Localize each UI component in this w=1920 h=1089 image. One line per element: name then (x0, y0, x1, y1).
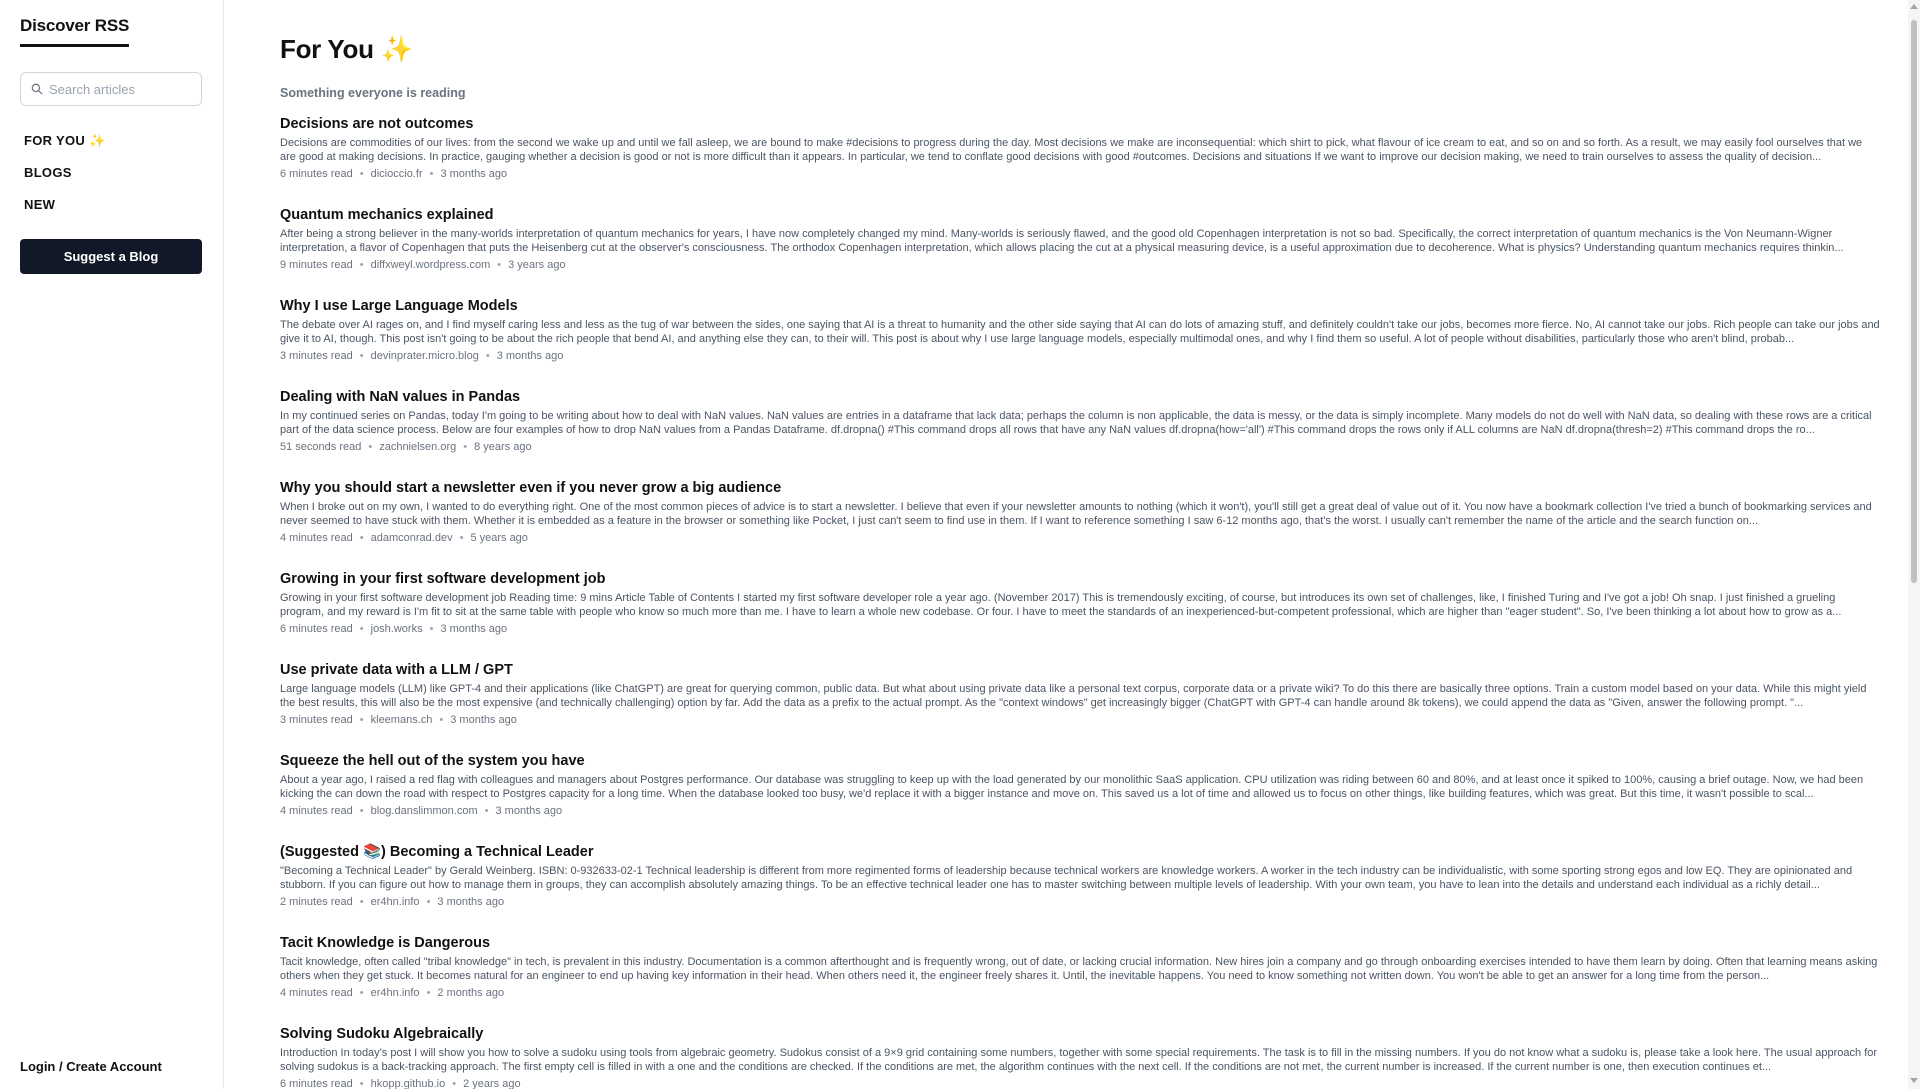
article-item (280, 752, 1880, 843)
article-excerpt: Growing in your first software development job Reading time: 9 mins Article Table of Contents I started my first software developer role a year ago. (November 2017) This is tremendously exciting, of course, but introduces its own set of challenges, like, I finished Turing and I've got a job! Oh snap. I just finished a grueling program, and my reward is I'm fit to sit at the same table with people who know so much more than me. I have to learn a whole new codebase. Or four. I have to meet the standards of an inexperienced-but-competent professional, which are higher than "eager student". So, I've been thinking a lot about how to grow as a... (280, 592, 1842, 618)
article-age: 3 months ago (440, 168, 508, 180)
article-source-link[interactable]: adamconrad.dev (370, 532, 453, 544)
article-source-link[interactable]: devinprater.micro.blog (370, 350, 479, 362)
article-age: 3 years ago (508, 259, 566, 271)
article-age: 5 years ago (470, 532, 528, 544)
sidebar (0, 0, 224, 1089)
article-age: 3 months ago (437, 896, 505, 908)
meta-separator: • (426, 987, 431, 999)
article-item (280, 479, 1880, 570)
search-input[interactable] (49, 82, 199, 97)
sidebar-nav (24, 132, 106, 228)
article-meta (280, 804, 1880, 818)
article-meta (280, 713, 1880, 727)
article-source-link[interactable]: josh.works (370, 623, 423, 635)
article-excerpt: Large language models (LLM) like GPT-4 and their applications (like ChatGPT) are great for querying common, public data. But what about using private data like a personal text corpus, corporate data or a private wiki? To do this there are basically three options. Train a custom model based on your data. While this might yield the best results, this will also be the most expensive (and technically challenging) option by far. Add the data as a prefix to the actual prompt. As the "context windows" get increasingly bigger (ChatGPT with GPT-4 can handle around 8k tokens), we could append the data as "Given, answer the following prompt. "... (280, 683, 1867, 709)
article-meta (280, 349, 1880, 363)
article-meta (280, 258, 1880, 272)
meta-separator: • (429, 168, 434, 180)
article-item (280, 570, 1880, 661)
article-source-link[interactable]: diffxweyl.wordpress.com (370, 259, 491, 271)
article-read-time: 9 minutes read (280, 259, 353, 271)
article-read-time: 6 minutes read (280, 623, 353, 635)
article-item (280, 388, 1880, 479)
article-excerpt: Decisions are commodities of our lives: from the second we wake up and until we fall asleep, we are bound to make #decisions to progress during the day. Most decisions we make are inconsequential: which shirt to pick, what flavour of ice cream to eat, and so on and so forth. As a result, we may easily fool ourselves that we are good at making decisions. In practice, gauging whether a decision is good or not is more difficult than it appears. In particular, we tend to conflate good decisions with good #outcomes. Decisions and situations If we want to improve our decision making, we need to train ourselves to assess the quality of decision... (280, 137, 1863, 163)
scroll-up-arrow-icon[interactable] (1910, 4, 1918, 9)
article-meta (280, 986, 1880, 1000)
article-source-link[interactable]: dicioccio.fr (370, 168, 423, 180)
meta-separator: • (426, 896, 431, 908)
article-excerpt: Tacit knowledge, often called "tribal knowledge" in tech, is prevalent in this industry. Documentation is a common afterthought and is frequently wrong, out of date, or lacking crucial information. New hires join a company and go through onboarding exercises intended to have them learn by doing. Often that learning means asking others when they get stuck. It becomes natural for an engineer to end up having key information in their head. When others need it, the engineer freely shares it. Until, the inevitable happens. You need to know something not written down. You won't be able to get an answer for a long time from the person... (280, 956, 1878, 982)
login-link[interactable]: Login / Create Account (20, 1059, 162, 1074)
article-read-time: 51 seconds read (280, 441, 362, 453)
meta-separator: • (359, 805, 364, 817)
article-item (280, 661, 1880, 752)
search-icon (31, 83, 43, 95)
article-meta (280, 531, 1880, 545)
article-title[interactable]: Tacit Knowledge is Dangerous (280, 935, 491, 951)
article-title[interactable]: Squeeze the hell out of the system you have (280, 753, 585, 769)
article-title[interactable]: Decisions are not outcomes (280, 116, 474, 132)
article-meta (280, 440, 1880, 454)
article-age: 2 months ago (437, 987, 505, 999)
meta-separator: • (485, 350, 490, 362)
meta-separator: • (359, 168, 364, 180)
article-age: 3 months ago (496, 350, 564, 362)
article-read-time: 4 minutes read (280, 532, 353, 544)
article-source-link[interactable]: blog.danslimmon.com (370, 805, 478, 817)
article-excerpt: "Becoming a Technical Leader" by Gerald Weinberg. ISBN: 0-932633-02-1 Technical leadership is different from more regimented forms of leadership because technical workers are knowledge workers. A worker in the tech industry can be individualistic, with some sporting strong egos and low EQ. They are opinionated and stubborn. If you can figure out how to manage them in groups, they can accomplish absolutely amazing things. To be an effective technical leader one has to master switching between multiple levels of leadership. With your own team, you have to lean into the details and understand each individual as a richly detail... (280, 865, 1853, 891)
page-title: For You ✨ (280, 34, 413, 64)
article-age: 3 months ago (440, 623, 508, 635)
meta-separator: • (463, 441, 468, 453)
article-source-link[interactable]: zachnielsen.org (379, 441, 457, 453)
meta-separator: • (359, 1078, 364, 1089)
article-title[interactable]: Solving Sudoku Algebraically (280, 1026, 484, 1042)
article-age: 3 months ago (495, 805, 563, 817)
article-title[interactable]: Quantum mechanics explained (280, 207, 494, 223)
article-title[interactable]: Growing in your first software development job (280, 571, 606, 587)
article-item (280, 1025, 1880, 1089)
meta-separator: • (439, 714, 444, 726)
article-age: 8 years ago (474, 441, 532, 453)
meta-separator: • (359, 350, 364, 362)
article-meta (280, 1077, 1880, 1089)
meta-separator: • (359, 532, 364, 544)
page-subtitle: Something everyone is reading (280, 86, 466, 100)
article-read-time: 4 minutes read (280, 805, 353, 817)
article-item (280, 115, 1880, 206)
article-read-time: 3 minutes read (280, 714, 353, 726)
scroll-down-arrow-icon[interactable] (1910, 1078, 1918, 1083)
meta-separator: • (429, 623, 434, 635)
article-excerpt: Introduction In today's post I will show you how to solve a sudoku using tools from algebraic geometry. Sudokus consist of a 9×9 grid containing some numbers, together with some special requirements. The task is to fill in the missing numbers. If you do not know what a sudoku is, please take a look here. The usual approach for solving sudokus is a back-tracking approach. The first empty cell is filled in with a one and the conditions are checked. If the conditions are met, the algorithm continues with the next cell. If the conditions are not met, the current number is increased. If the current number is one, then execution continues et... (280, 1047, 1878, 1073)
meta-separator: • (359, 896, 364, 908)
article-read-time: 6 minutes read (280, 1078, 353, 1089)
article-meta (280, 167, 1880, 181)
meta-separator: • (368, 441, 373, 453)
meta-separator: • (359, 987, 364, 999)
meta-separator: • (359, 714, 364, 726)
scrollbar-thumb[interactable] (1911, 20, 1917, 583)
article-age: 2 years ago (463, 1078, 521, 1089)
meta-separator: • (359, 259, 364, 271)
meta-separator: • (497, 259, 502, 271)
article-read-time: 3 minutes read (280, 350, 353, 362)
article-list (280, 115, 1880, 1089)
article-source-link[interactable]: kleemans.ch (370, 714, 433, 726)
article-excerpt: The debate over AI rages on, and I find myself caring less and less as the tug of war between the sides, one saying that AI is a threat to humanity and the other side saying that AI can do lots of amazing stuff, and definitely couldn't take our jobs, becomes more fierce. No, AI cannot take our jobs. Rich people can take our jobs and give it to AI, though. This post isn't going to be about the rich people that bend AI, and anything else they can, to their will. This post is about why I use large language models, especially multimodal ones, and why I find them so useful. A lot of people without disabilities, particularly those who aren't blind, probab... (280, 319, 1880, 345)
article-excerpt: About a year ago, I raised a red flag with colleagues and managers about Postgres performance. Our database was struggling to keep up with the load generated by our monolithic SaaS application. CPU utilization was riding between 60 and 80%, and at least once it spiked to 100%, causing a brief outage. Now, we had been kicking the can down the road with respect to Postgres capacity for a long time. When the database looked too busy, we'd replace it with a bigger instance and move on. This saved us a lot of time and allowed us to focus on other things, like building features, which was great. But this time, it wasn't possible to scal... (280, 774, 1864, 800)
article-source-link[interactable]: er4hn.info (370, 987, 420, 999)
article-title[interactable]: (Suggested 📚) Becoming a Technical Leader (280, 844, 594, 860)
site-logo[interactable]: Discover RSS (20, 16, 129, 47)
article-excerpt: After being a strong believer in the many-worlds interpretation of quantum mechanics for years, I have now completely changed my mind. Many-worlds is seriously flawed, and the good old Copenhagen interpretation is not so bad. Specifically, the correct interpretation of quantum mechanics is the Von Neumann-Wigner interpretation, a flavor of Copenhagen that puts the Heisenberg cut at the observer's consciousness. The orthodox Copenhagen interpretation, which allows placing the cut at a physical measuring device, is a useful approximation due to decoherence. What is physics? Understanding quantum mechanics requires thinkin... (280, 228, 1844, 254)
nav-item-for-you[interactable]: FOR YOU ✨ (24, 133, 106, 148)
article-title[interactable]: Use private data with a LLM / GPT (280, 662, 513, 678)
article-source-link[interactable]: hkopp.github.io (370, 1078, 446, 1089)
article-item (280, 206, 1880, 297)
article-item (280, 934, 1880, 1025)
article-title[interactable]: Why you should start a newsletter even if you never grow a big audience (280, 480, 782, 496)
article-read-time: 6 minutes read (280, 168, 353, 180)
scrollbar[interactable] (1908, 0, 1920, 1089)
nav-item-blogs[interactable]: BLOGS (24, 165, 72, 180)
article-item (280, 297, 1880, 388)
search-box[interactable] (20, 72, 202, 106)
article-read-time: 2 minutes read (280, 896, 353, 908)
nav-item-new[interactable]: NEW (24, 197, 56, 212)
article-excerpt: When I broke out on my own, I wanted to do everything right. One of the most common pieces of advice is to start a newsletter. I believe that even if your newsletter amounts to nothing (which it won't), you'll still get a great deal of value out of it. You now have a bookmark collection I've tried a bunch of bookmarking services and never seemed to have stuck with them. Whether it is embedded as a feature in the browser or something like Pocket, I just can't seem to find use in them. If I want to reference something I saw 6-12 months ago, that's the worst. I usually can't remember the name of the article and the search function on... (280, 501, 1872, 527)
suggest-blog-button[interactable]: Suggest a Blog (20, 239, 202, 274)
article-item (280, 843, 1880, 934)
main-content (280, 0, 1880, 1089)
article-excerpt: In my continued series on Pandas, today I'm going to be writing about how to deal with NaN values. NaN values are entries in a dataframe that lack data; perhaps the column is non applicable, the data is messy, or the data is simply incomplete. Many models do not do well with NaN data, so dealing with these rows are a critical part of the data science process. Below are four examples of how to drop NaN values from a Pandas Dataframe. df.dropna() #This command drops all rows that have any NaN values df.dropna(how='all') #This command drops the rows only if ALL columns are NaN df.dropna(thresh=2) #This command drops the ro... (280, 410, 1872, 436)
meta-separator: • (359, 623, 364, 635)
meta-separator: • (484, 805, 489, 817)
article-source-link[interactable]: er4hn.info (370, 896, 420, 908)
meta-separator: • (452, 1078, 457, 1089)
article-meta (280, 622, 1880, 636)
meta-separator: • (459, 532, 464, 544)
article-read-time: 4 minutes read (280, 987, 353, 999)
article-title[interactable]: Why I use Large Language Models (280, 298, 518, 314)
article-age: 3 months ago (450, 714, 517, 726)
article-meta (280, 895, 1880, 909)
article-title[interactable]: Dealing with NaN values in Pandas (280, 389, 521, 405)
